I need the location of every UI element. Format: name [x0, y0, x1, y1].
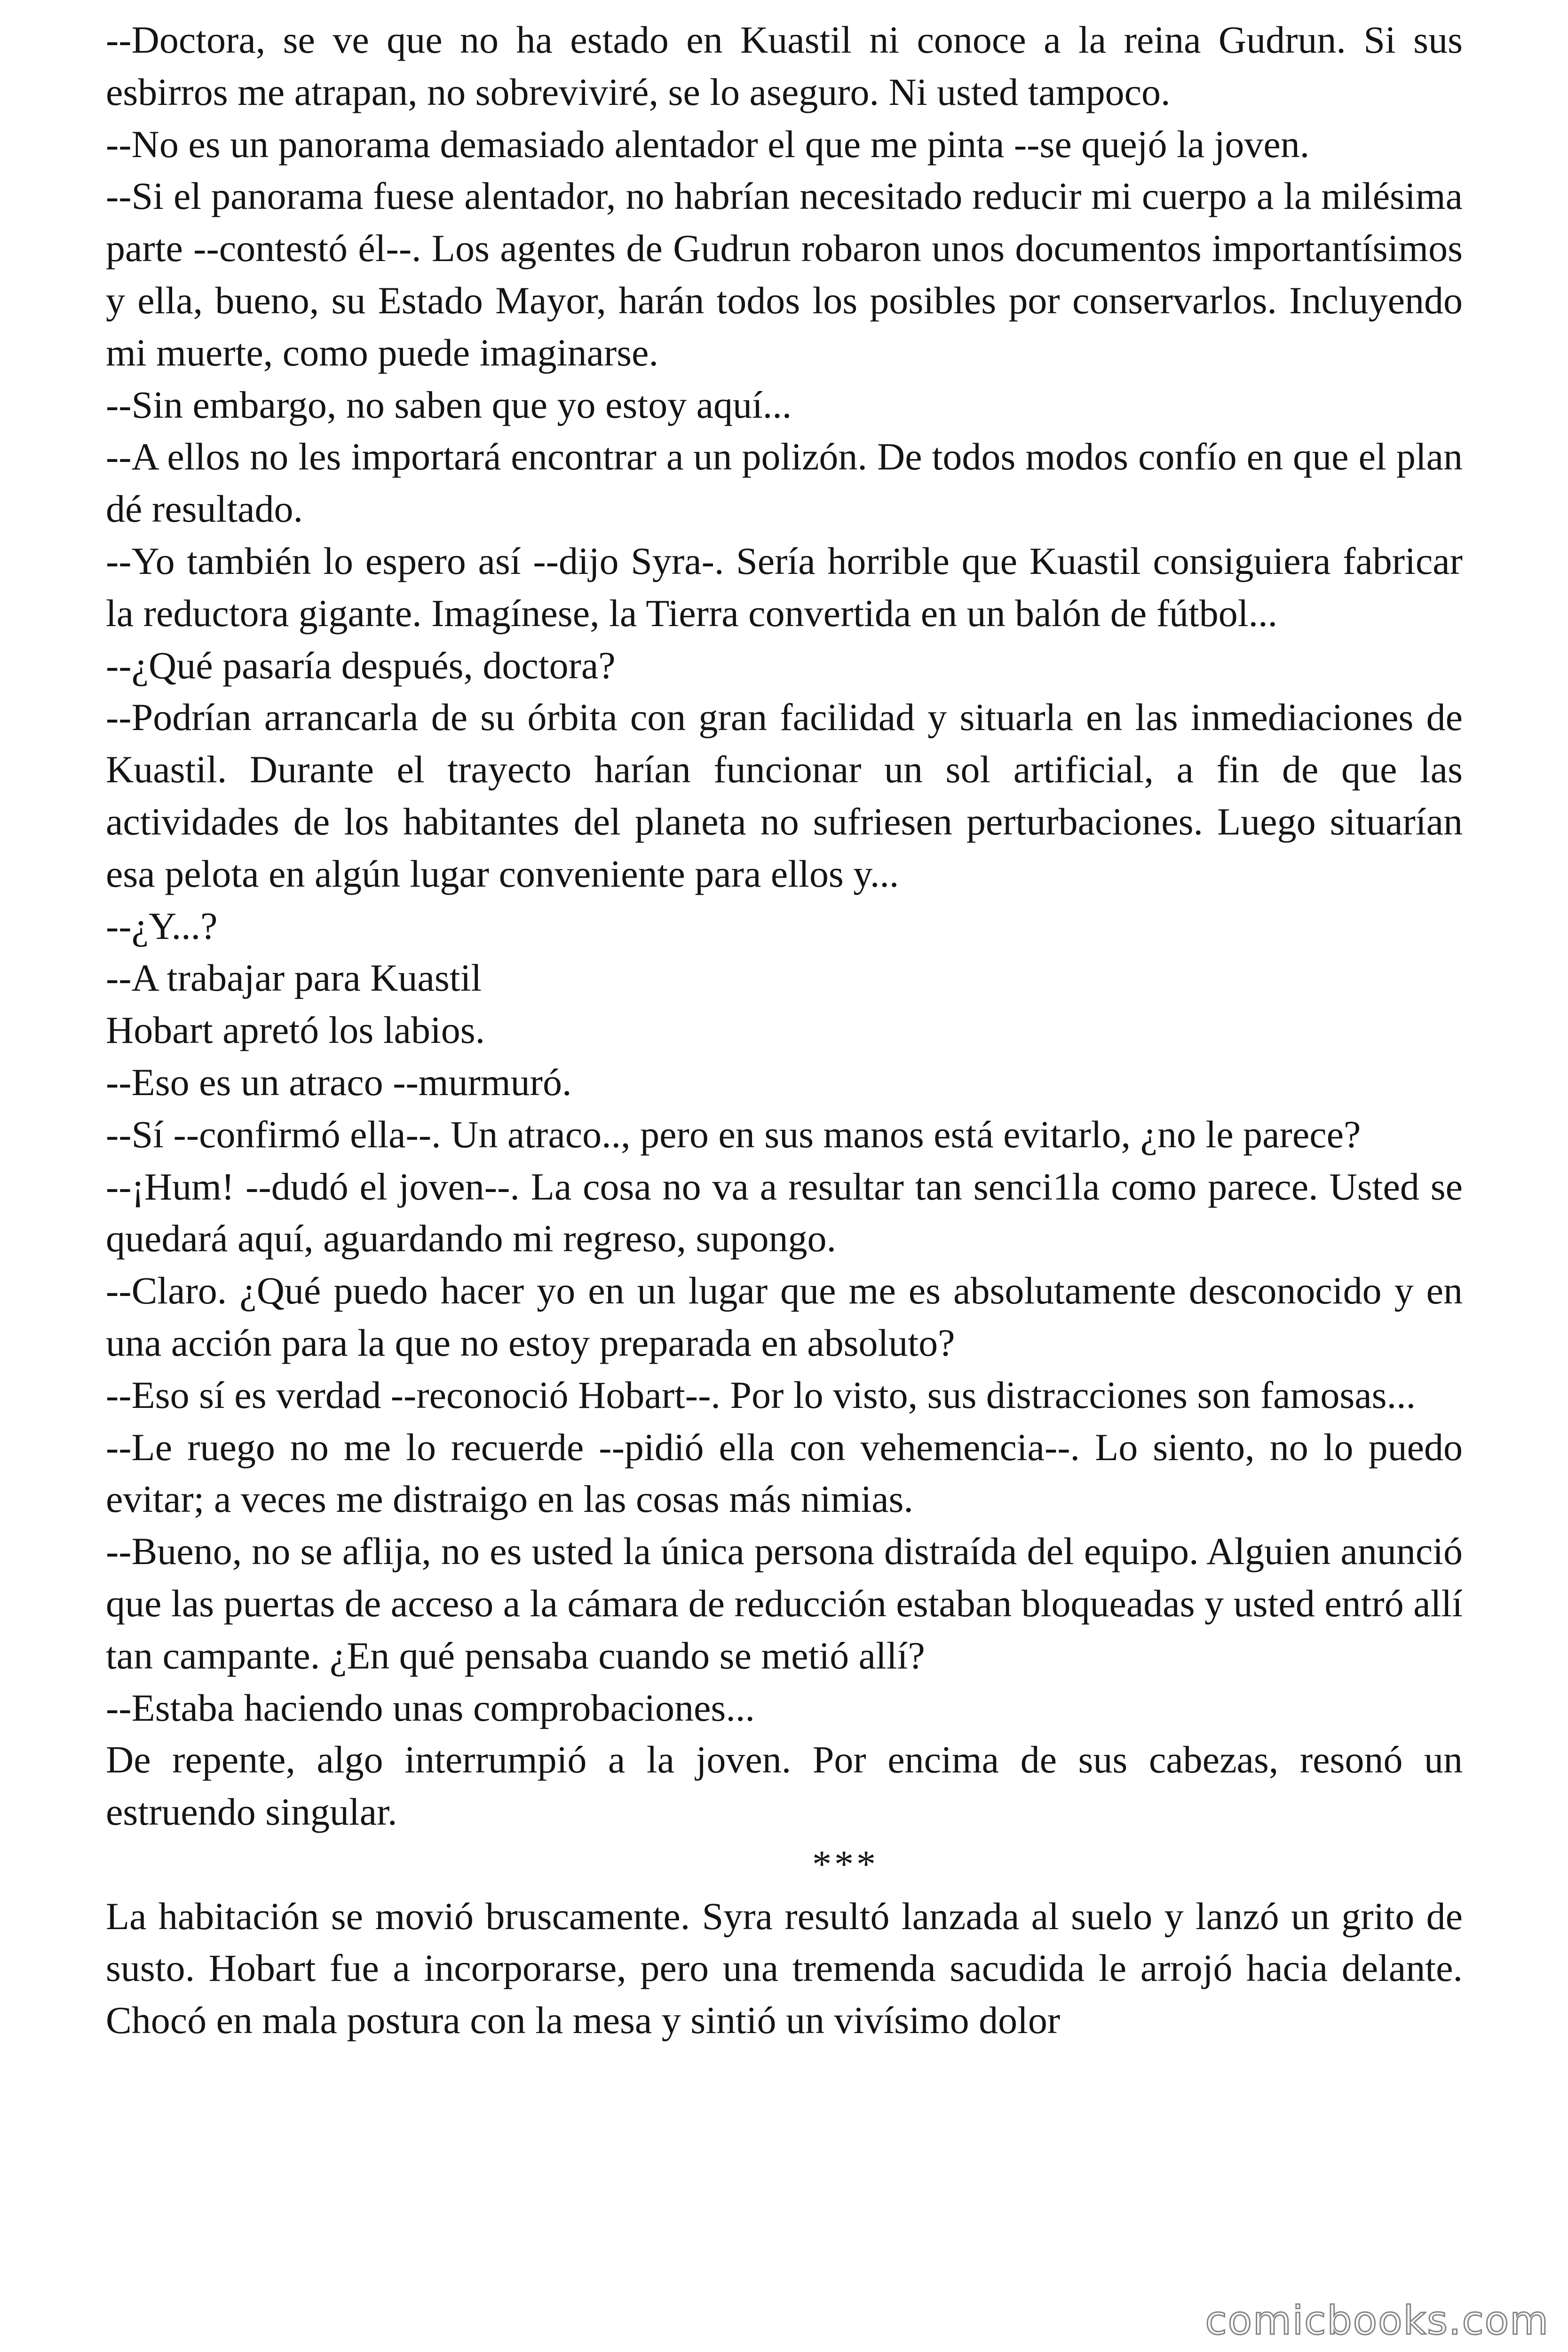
- paragraph: --¿Y...?: [106, 904, 218, 947]
- paragraph: --¿Qué pasaría después, doctora?: [106, 644, 616, 687]
- paragraph: De repente, algo interrumpió a la joven. Por encima de sus cabezas, resonó un estruendo singular.: [106, 1738, 1463, 1834]
- paragraph: Hobart apretó los labios.: [106, 1009, 485, 1052]
- paragraph: --Bueno, no se aflija, no es usted la única persona distraída del equipo. Alguien anunció que las puertas de acceso a la cámara de reducción estaban bloqueadas y usted entró allí tan campante. ¿En qué pensaba cuando se metió allí?: [106, 1530, 1463, 1677]
- paragraph: --A ellos no les importará encontrar a un polizón. De todos modos confío en que el plan dé resultado.: [106, 435, 1463, 531]
- paragraph: La habitación se movió bruscamente. Syra resultó lanzada al suelo y lanzó un grito de susto. Hobart fue a incorporarse, pero una tremenda sacudida le arrojó hacia delante. Chocó en mala postura con la mesa y sintió un vivísimo dolor: [106, 1894, 1463, 2042]
- paragraph: --Sí --confirmó ella--. Un atraco.., pero en sus manos está evitarlo, ¿no le parece?: [106, 1112, 1361, 1156]
- paragraph: --Claro. ¿Qué puedo hacer yo en un lugar que me es absolutamente desconocido y en una acción para la que no estoy preparada en absoluto?: [106, 1269, 1463, 1364]
- watermark: comicbooks.com: [1205, 2297, 1549, 2344]
- paragraph: --Doctora, se ve que no ha estado en Kuastil ni conoce a la reina Gudrun. Si sus esbirros me atrapan, no sobreviviré, se lo aseguro. Ni usted tampoco.: [106, 18, 1463, 113]
- document-page: [106, 14, 1463, 2333]
- paragraph: --Eso es un atraco --murmuró.: [106, 1060, 572, 1104]
- paragraph: --A trabajar para Kuastil: [106, 956, 482, 1000]
- paragraph: --¡Hum! --dudó el joven--. La cosa no va a resultar tan senci1la como parece. Usted se quedará aquí, aguardando mi regreso, supongo.: [106, 1165, 1463, 1260]
- paragraph: --Estaba haciendo unas comprobaciones...: [106, 1686, 755, 1729]
- body-text: [106, 14, 1463, 2047]
- paragraph: --No es un panorama demasiado alentador el que me pinta --se quejó la joven.: [106, 122, 1310, 166]
- section-separator: ***: [812, 1842, 879, 1885]
- paragraph: --Sin embargo, no saben que yo estoy aquí...: [106, 383, 792, 426]
- paragraph: --Yo también lo espero así --dijo Syra-. Sería horrible que Kuastil consiguiera fabricar la reductora gigante. Imagínese, la Tierra convertida en un balón de fútbol...: [106, 539, 1463, 635]
- paragraph: --Si el panorama fuese alentador, no habrían necesitado reducir mi cuerpo a la milésima parte --contestó él--. Los agentes de Gudrun robaron unos documentos importantísimos y ella, bueno, su Estado Mayor, harán todos los posibles por conservarlos. Incluyendo mi muerte, como puede imaginarse.: [106, 175, 1463, 374]
- paragraph: --Podrían arrancarla de su órbita con gran facilidad y situarla en las inmediaciones de Kuastil. Durante el trayecto harían funcionar un sol artificial, a fin de que las actividades de los habitantes del planeta no sufriesen perturbaciones. Luego situarían esa pelota en algún lugar conveniente para ellos y...: [106, 696, 1463, 895]
- paragraph: --Le ruego no me lo recuerde --pidió ella con vehemencia--. Lo siento, no lo puedo evitar; a veces me distraigo en las cosas más nimias.: [106, 1425, 1463, 1521]
- paragraph: --Eso sí es verdad --reconoció Hobart--. Por lo visto, sus distracciones son famosas...: [106, 1373, 1416, 1416]
